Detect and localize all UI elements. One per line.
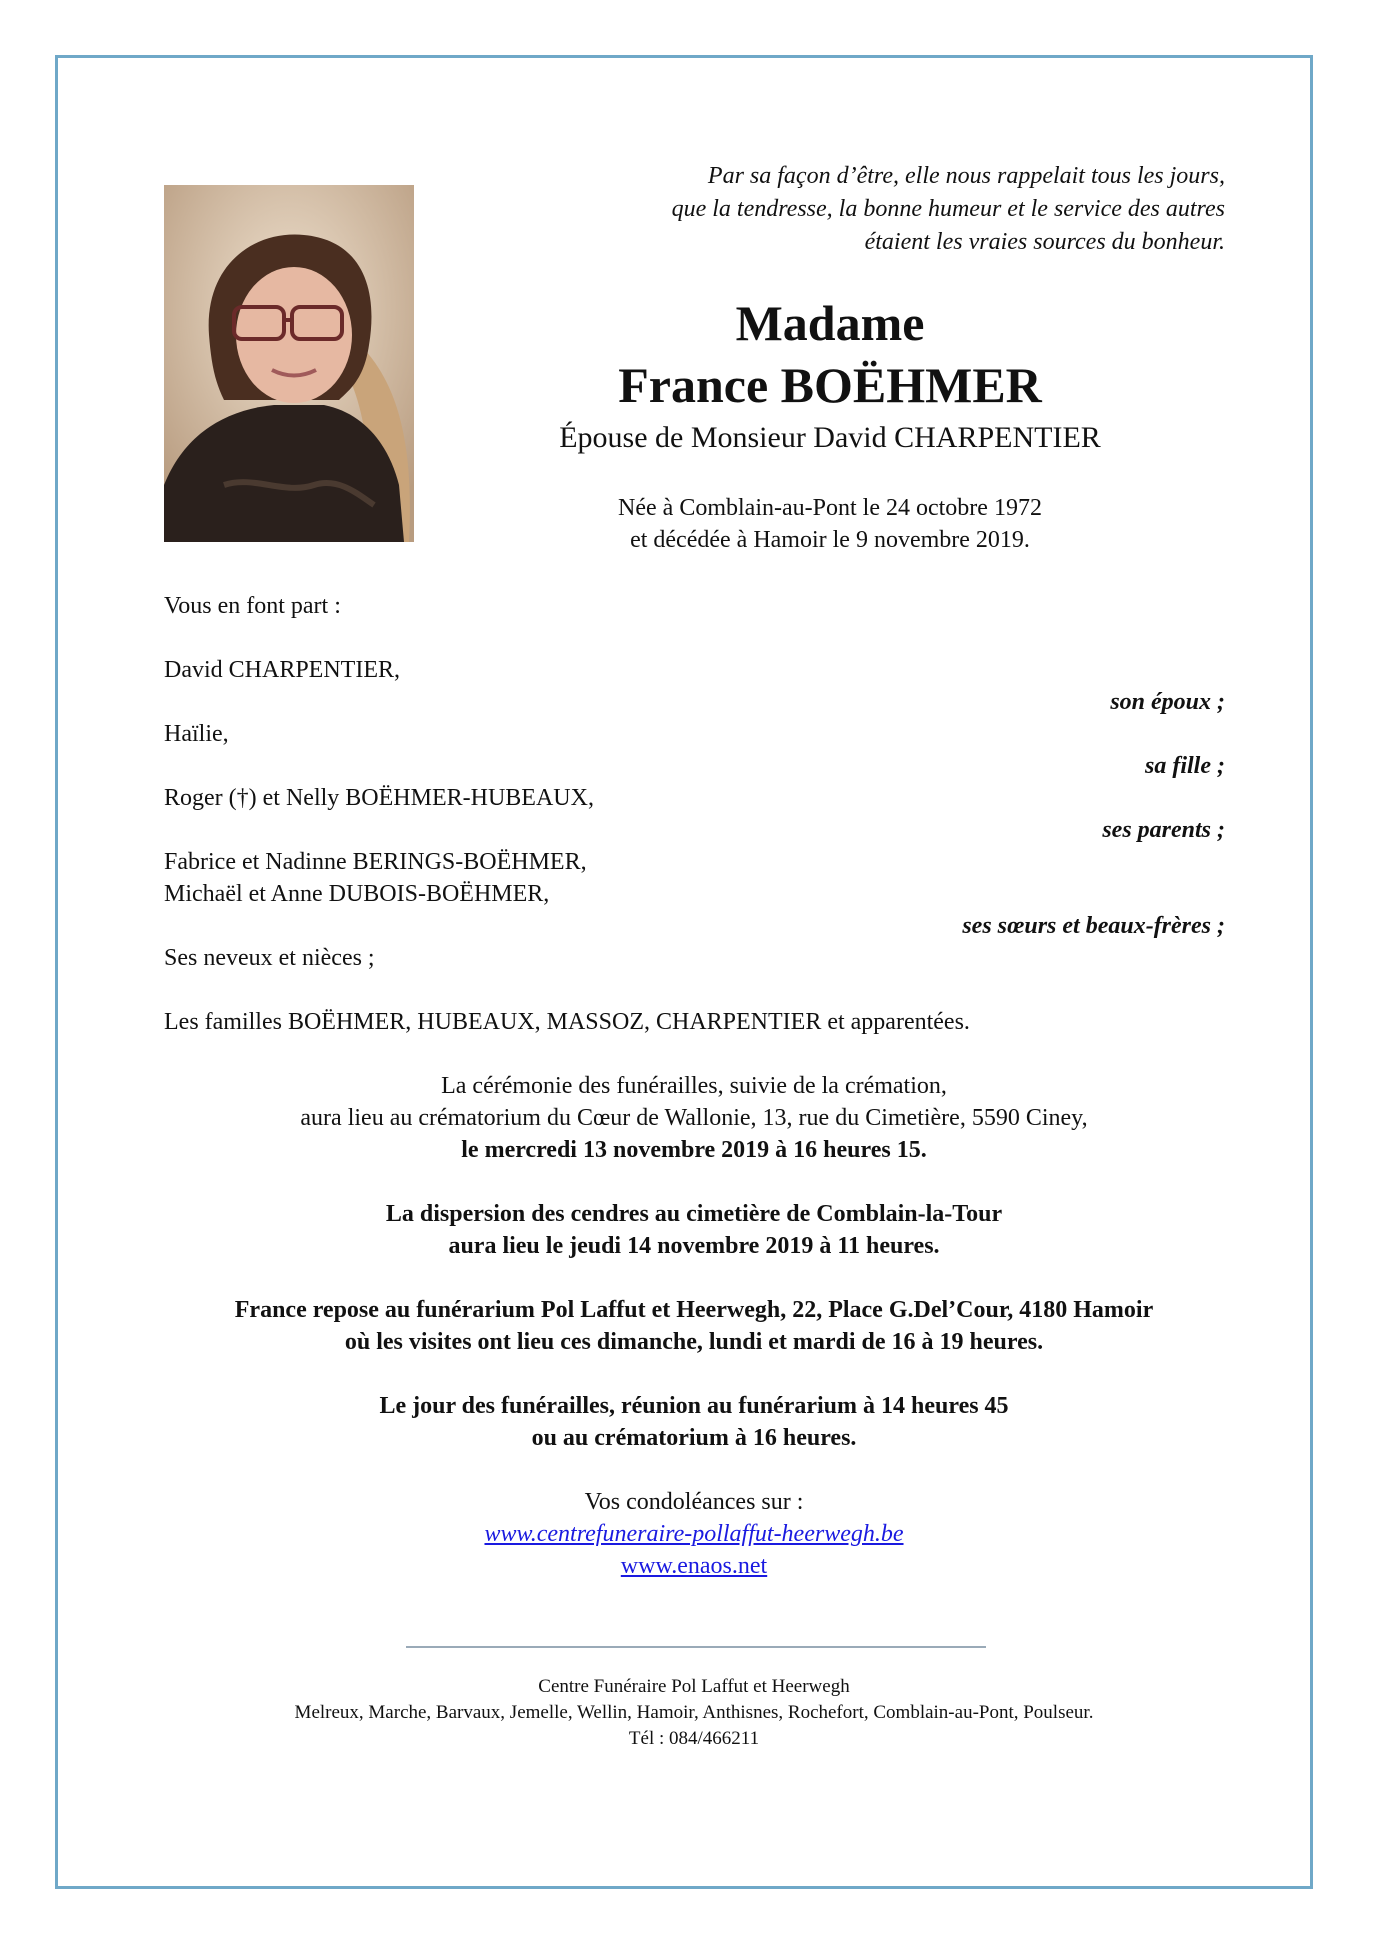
dispersion-block bbox=[164, 1198, 1224, 1262]
deceased-name-block bbox=[480, 292, 1180, 416]
ceremony-line: aura lieu au crématorium du Cœur de Wallonie, 13, rue du Cimetière, 5590 Ciney, bbox=[300, 1105, 1088, 1131]
footer-phone: Tél : 084/466211 bbox=[628, 1728, 760, 1749]
footer-locations: Melreux, Marche, Barvaux, Jemelle, Wellin, Hamoir, Anthisnes, Rochefort, Comblain-au-Pont, Poulseur. bbox=[294, 1702, 1094, 1723]
enaos-link[interactable]: www.enaos.net bbox=[620, 1553, 768, 1579]
death-line: et décédée à Hamoir le 9 novembre 2019. bbox=[630, 527, 1030, 553]
meeting-block bbox=[164, 1390, 1224, 1454]
condolences-block bbox=[164, 1486, 1224, 1582]
family-daughter: Haïlie, bbox=[164, 721, 229, 747]
rest-line: France repose au funérarium Pol Laffut et Heerwegh, 22, Place G.Del’Cour, 4180 Hamoir bbox=[234, 1297, 1154, 1323]
family-parents-role: ses parents ; bbox=[1102, 817, 1225, 843]
footer bbox=[164, 1674, 1224, 1752]
family-nephews: Ses neveux et nièces ; bbox=[164, 945, 375, 971]
family-sibling: Fabrice et Nadinne BERINGS-BOËHMER, bbox=[164, 849, 587, 875]
family-husband: David CHARPENTIER, bbox=[164, 657, 400, 683]
ceremony-block bbox=[164, 1070, 1224, 1166]
dates-block bbox=[480, 492, 1180, 556]
family-parents: Roger (†) et Nelly BOËHMER-HUBEAUX, bbox=[164, 785, 594, 811]
portrait-photo bbox=[164, 185, 414, 542]
dispersion-line: aura lieu le jeudi 14 novembre 2019 à 11 heures. bbox=[448, 1233, 940, 1259]
portrait-image bbox=[164, 185, 414, 542]
rest-block bbox=[164, 1294, 1224, 1358]
dispersion-line: La dispersion des cendres au cimetière de Comblain-la-Tour bbox=[385, 1201, 1003, 1227]
birth-line: Née à Comblain-au-Pont le 24 octobre 1972 bbox=[618, 495, 1042, 521]
family-families: Les familles BOËHMER, HUBEAUX, MASSOZ, CHARPENTIER et apparentées. bbox=[164, 1009, 970, 1035]
condolences-link-1 bbox=[164, 1518, 1224, 1550]
quote-line: que la tendresse, la bonne humeur et le service des autres bbox=[671, 196, 1225, 222]
family-husband-role: son époux ; bbox=[1110, 689, 1225, 715]
announce-line: Vous en font part : bbox=[164, 593, 341, 619]
ceremony-date: le mercredi 13 novembre 2019 à 16 heures 15. bbox=[461, 1137, 927, 1163]
meeting-line: Le jour des funérailles, réunion au funérarium à 14 heures 45 bbox=[379, 1393, 1009, 1419]
condolences-link-2 bbox=[164, 1550, 1224, 1582]
divider bbox=[406, 1646, 986, 1648]
condolences-label: Vos condoléances sur : bbox=[584, 1489, 804, 1515]
ceremony-line: La cérémonie des funérailles, suivie de la crémation, bbox=[441, 1073, 947, 1099]
spouse-line: Épouse de Monsieur David CHARPENTIER bbox=[559, 421, 1101, 454]
funeral-home-link[interactable]: www.centrefuneraire-pollaffut-heerwegh.be bbox=[484, 1521, 904, 1547]
meeting-line: ou au crématorium à 16 heures. bbox=[531, 1425, 857, 1451]
quote bbox=[465, 160, 1225, 259]
rest-line: où les visites ont lieu ces dimanche, lundi et mardi de 16 à 19 heures. bbox=[344, 1329, 1044, 1355]
quote-line: étaient les vraies sources du bonheur. bbox=[864, 229, 1225, 255]
deceased-name: France BOËHMER bbox=[618, 357, 1042, 413]
family-daughter-role: sa fille ; bbox=[1145, 753, 1225, 779]
quote-line: Par sa façon d’être, elle nous rappelait tous les jours, bbox=[707, 163, 1225, 189]
family-sibling: Michaël et Anne DUBOIS-BOËHMER, bbox=[164, 881, 550, 907]
deceased-title: Madame bbox=[735, 295, 925, 351]
family-siblings-role: ses sœurs et beaux-frères ; bbox=[962, 913, 1225, 939]
footer-company: Centre Funéraire Pol Laffut et Heerwegh bbox=[538, 1676, 850, 1697]
